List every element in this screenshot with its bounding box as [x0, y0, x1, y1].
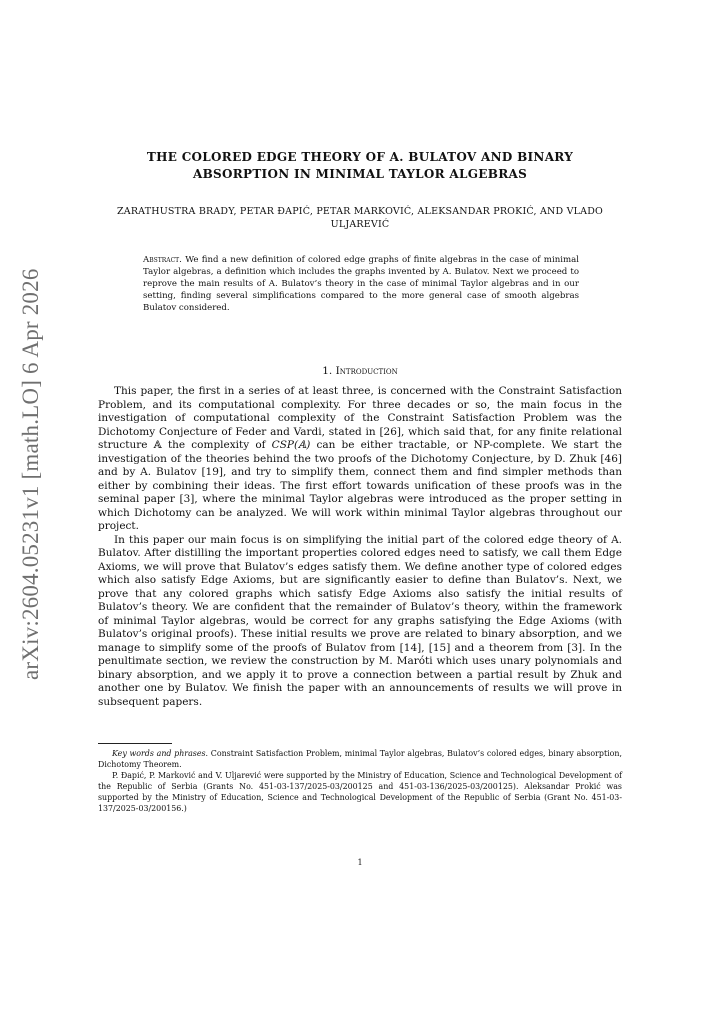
keywords-footnote	[98, 748, 622, 770]
paragraph-2: In this paper our main focus is on simplifying the initial part of the colored edge theory of A. Bulatov. After distilling the important properties colored edges need to satisfy, we call them Edge Axioms, we will prove that Bulatov’s edges satisfy them. We define another type of colored edges which also satisfy Edge Axioms, but are significantly easier to define than Bulatov’s. Next, we prove that any colored graphs which satisfy Edge Axioms also satisfy the initial results of Bulatov’s theory. We are confident that the remainder of Bulatov’s theory, within the framework of minimal Taylor algebras, would be correct for any graphs satisfying the Edge Axioms (with Bulatov’s original proofs). These initial results we prove are related to binary absorption, and we manage to simplify some of the proofs of Bulatov from [14], [15] and a theorem from [3]. In the penultimate section, we review the construction by M. Maróti which uses unary polynomials and binary absorption, and we apply it to prove a connection between a partial result by Zhuk and another one by Bulatov. We finish the paper with an announcements of results we will prove in subsequent papers.	[98, 533, 622, 708]
abstract-label: Abstract.	[143, 255, 182, 265]
page-number: 1	[357, 858, 363, 867]
footnotes	[98, 748, 622, 814]
paragraph-1-text-c: can be either tractable, or NP-complete. We start the investigation of the theories behind the two proofs of the Dichotomy Conjecture, by D. Zhuk [46] and by A. Bulatov [19], and try to simplify them, connect them and find simpler methods than either by combining their ideas. The first effort towards unification of these proofs was in the seminal paper [3], where the minimal Taylor algebras were introduced as the proper setting in which Dichotomy can be analyzed. We will work within minimal Taylor algebras throughout our project.	[98, 439, 622, 532]
footnote-divider	[98, 743, 172, 744]
csp-expression: CSP(𝔸)	[271, 439, 311, 451]
structure-symbol: 𝔸	[153, 439, 162, 451]
keywords-label: Key words and phrases.	[112, 749, 209, 758]
author-list: ZARATHUSTRA BRADY, PETAR ĐAPIĆ, PETAR MARKOVIĆ, ALEKSANDAR PROKIĆ, AND VLADO ULJAREVIĆ	[116, 206, 604, 230]
abstract-text: We find a new definition of colored edge graphs of finite algebras in the case of minimal Taylor algebras, a definition which includes the graphs invented by A. Bulatov. Next we proceed to reprove the main results of A. Bulatov’s theory in the case of minimal Taylor algebras and in our setting, finding several simplifications compared to the more general case of smooth algebras Bulatov considered.	[143, 255, 580, 313]
section-number: 1.	[322, 365, 333, 377]
abstract	[143, 254, 579, 314]
section-title: Introduction	[335, 365, 398, 377]
paper-title: THE COLORED EDGE THEORY OF A. BULATOV AND BINARY ABSORPTION IN MINIMAL TAYLOR ALGEBRAS	[146, 150, 574, 181]
paragraph-1-text-a: This paper, the first in a series of at least three, is concerned with the Constraint Satisfaction Problem, and its computational complexity. For three decades or so, the main focus in the investigation of computational complexity of the Constraint Satisfaction Problem was the Dichotomy Conjecture of Feder and Vardi, stated in [26], which said that, for any finite relational structure	[98, 385, 622, 451]
keywords-text: Constraint Satisfaction Problem, minimal Taylor algebras, Bulatov’s colored edges, binary absorption, Dichotomy Theorem.	[98, 749, 622, 769]
funding-footnote: P. Đapić, P. Marković and V. Uljarević were supported by the Ministry of Education, Science and Technological Development of the Republic of Serbia (Grants No. 451-03-137/2025-03/200125 and 451-03-136/2025-03/200125). Aleksandar Prokić was supported by the Ministry of Education, Science and Technological Development of the Republic of Serbia (Grant No. 451-03-137/2025-03/200156.)	[98, 771, 622, 813]
section-heading	[98, 365, 622, 377]
arxiv-identifier-stamp: arXiv:2604.05231v1 [math.LO] 6 Apr 2026	[18, 268, 43, 680]
paragraph-1-text-b: the complexity of	[161, 439, 272, 451]
paragraph-1	[98, 385, 622, 534]
introduction-body	[98, 385, 622, 709]
